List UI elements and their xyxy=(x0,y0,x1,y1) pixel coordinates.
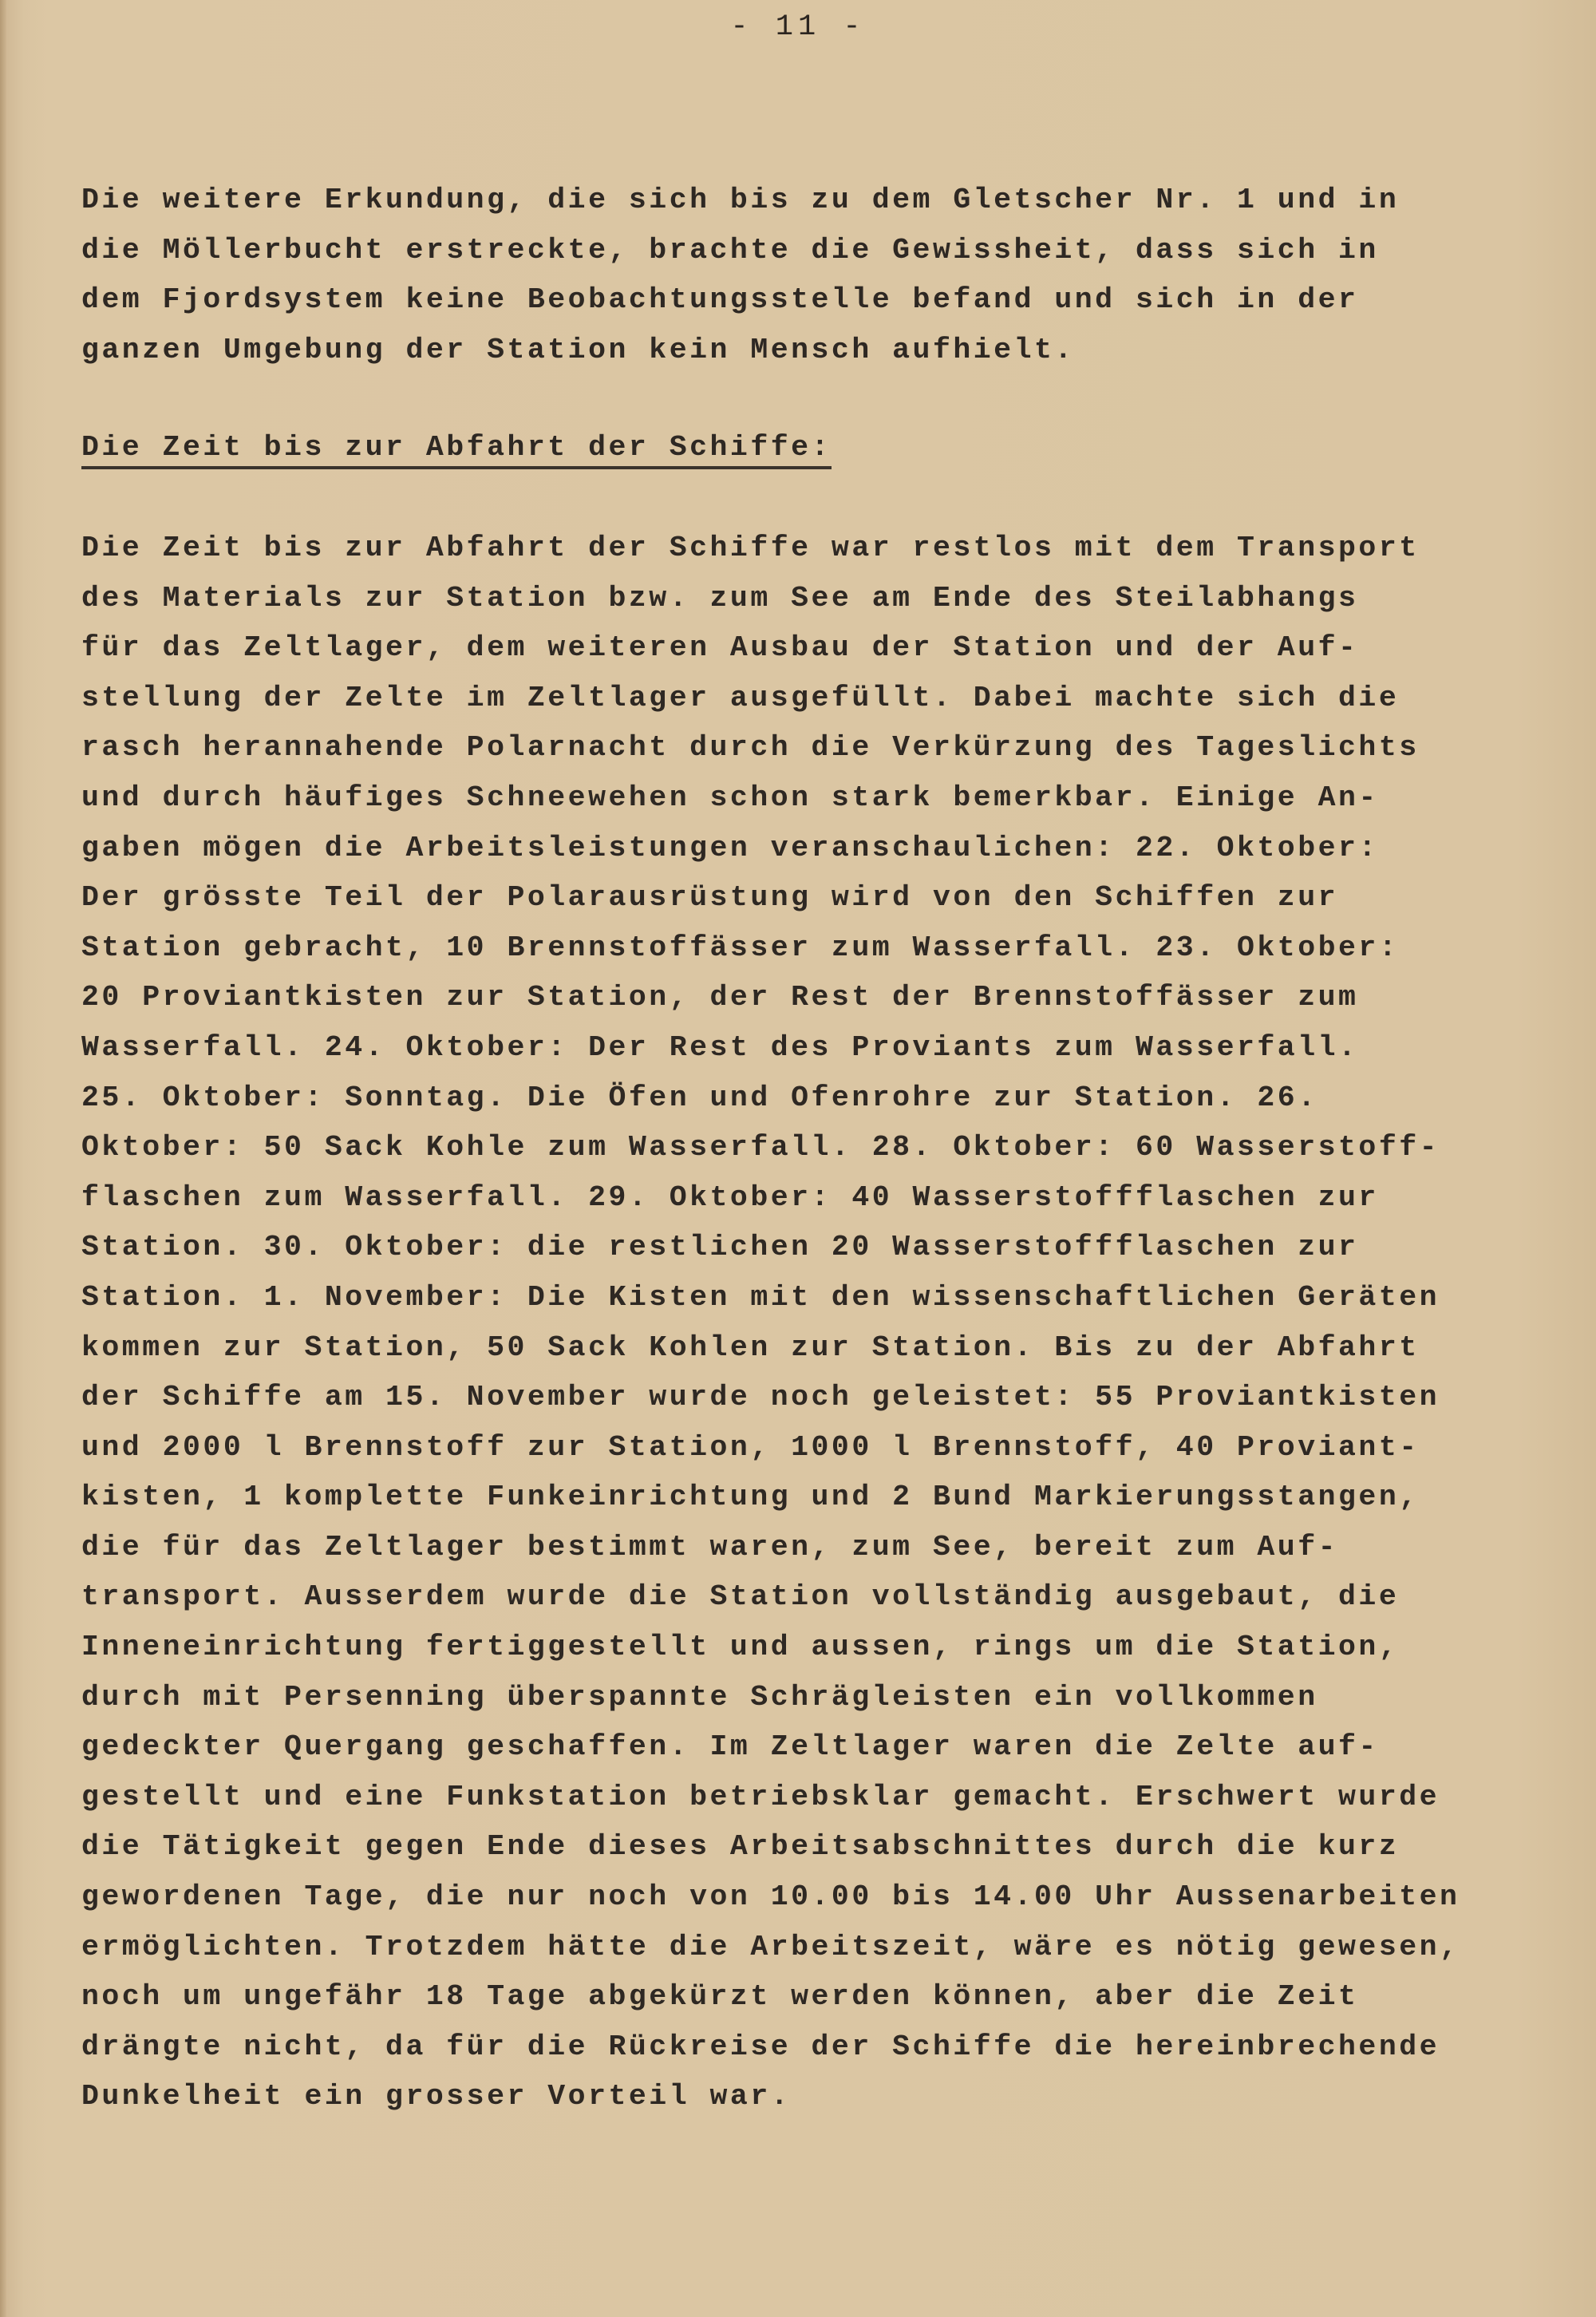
text-line: gedeckter Quergang geschaffen. Im Zeltlager waren die Zelte auf- xyxy=(81,1730,1379,1764)
page-binding-edge xyxy=(0,0,6,2317)
text-line: kommen zur Station, 50 Sack Kohlen zur Station. Bis zu der Abfahrt xyxy=(81,1330,1420,1364)
text-line: Station gebracht, 10 Brennstoffässer zum Wasserfall. 23. Oktober: xyxy=(81,931,1400,964)
text-line: gaben mögen die Arbeitsleistungen veranschaulichen: 22. Oktober: xyxy=(81,831,1379,864)
text-line: durch mit Persenning überspannte Schrägleisten ein vollkommen xyxy=(81,1680,1318,1714)
text-line: 25. Oktober: Sonntag. Die Öfen und Ofenrohre zur Station. 26. xyxy=(81,1081,1318,1114)
text-line: stellung der Zelte im Zeltlager ausgefüllt. Dabei machte sich die xyxy=(81,681,1400,714)
section-heading: Die Zeit bis zur Abfahrt der Schiffe: xyxy=(81,423,832,469)
text-line: und 2000 l Brennstoff zur Station, 1000 l Brennstoff, 40 Proviant- xyxy=(81,1430,1420,1464)
text-line: Dunkelheit ein grosser Vorteil war. xyxy=(81,2080,792,2113)
text-line: Die weitere Erkundung, die sich bis zu dem Gletscher Nr. 1 und in xyxy=(81,184,1400,216)
text-line: Inneneinrichtung fertiggestellt und aussen, rings um die Station, xyxy=(81,1631,1400,1664)
text-line: 20 Proviantkisten zur Station, der Rest der Brennstoffässer zum xyxy=(81,981,1359,1014)
text-line: Der grösste Teil der Polarausrüstung wird von den Schiffen zur xyxy=(81,881,1339,915)
text-line: die für das Zeltlager bestimmt waren, zum See, bereit zum Auf- xyxy=(81,1530,1339,1564)
text-line: Die Zeit bis zur Abfahrt der Schiffe war restlos mit dem Transport xyxy=(81,532,1420,564)
text-line: für das Zeltlager, dem weiteren Ausbau der Station und der Auf- xyxy=(81,631,1359,665)
text-line: die Möllerbucht erstreckte, brachte die Gewissheit, dass sich in xyxy=(81,233,1379,267)
text-line: ganzen Umgebung der Station kein Mensch aufhielt. xyxy=(81,333,1075,366)
text-line: des Materials zur Station bzw. zum See am Ende des Steilabhangs xyxy=(81,581,1359,615)
text-line: noch um ungefähr 18 Tage abgekürzt werden können, aber die Zeit xyxy=(81,1980,1359,2014)
text-line: der Schiffe am 15. November wurde noch geleistet: 55 Proviantkisten xyxy=(81,1381,1440,1414)
body-paragraph xyxy=(81,524,1566,2122)
text-line: transport. Ausserdem wurde die Station vollständig ausgebaut, die xyxy=(81,1580,1400,1614)
text-line: Station. 30. Oktober: die restlichen 20 Wasserstoffflaschen zur xyxy=(81,1231,1359,1264)
page-number: - 11 - xyxy=(730,10,866,44)
text-line: Wasserfall. 24. Oktober: Der Rest des Proviants zum Wasserfall. xyxy=(81,1030,1359,1064)
text-line: gestellt und eine Funkstation betriebsklar gemacht. Erschwert wurde xyxy=(81,1780,1440,1813)
text-line: gewordenen Tage, die nur noch von 10.00 bis 14.00 Uhr Aussenarbeiten xyxy=(81,1880,1460,1914)
text-line: die Tätigkeit gegen Ende dieses Arbeitsabschnittes durch die kurz xyxy=(81,1830,1400,1864)
text-line: flaschen zum Wasserfall. 29. Oktober: 40 Wasserstoffflaschen zur xyxy=(81,1180,1379,1214)
text-line: drängte nicht, da für die Rückreise der Schiffe die hereinbrechende xyxy=(81,2030,1440,2063)
text-line: dem Fjordsystem keine Beobachtungsstelle befand und sich in der xyxy=(81,283,1359,317)
text-line: Station. 1. November: Die Kisten mit den wissenschaftlichen Geräten xyxy=(81,1280,1440,1314)
text-line: Oktober: 50 Sack Kohle zum Wasserfall. 28. Oktober: 60 Wasserstoff- xyxy=(81,1131,1440,1164)
intro-paragraph xyxy=(81,176,1566,375)
text-line: und durch häufiges Schneewehen schon stark bemerkbar. Einige An- xyxy=(81,781,1379,814)
text-line: kisten, 1 komplette Funkeinrichtung und 2 Bund Markierungsstangen, xyxy=(81,1481,1420,1514)
text-line: ermöglichten. Trotzdem hätte die Arbeitszeit, wäre es nötig gewesen, xyxy=(81,1930,1460,1963)
text-line: rasch herannahende Polarnacht durch die Verkürzung des Tageslichts xyxy=(81,731,1420,765)
